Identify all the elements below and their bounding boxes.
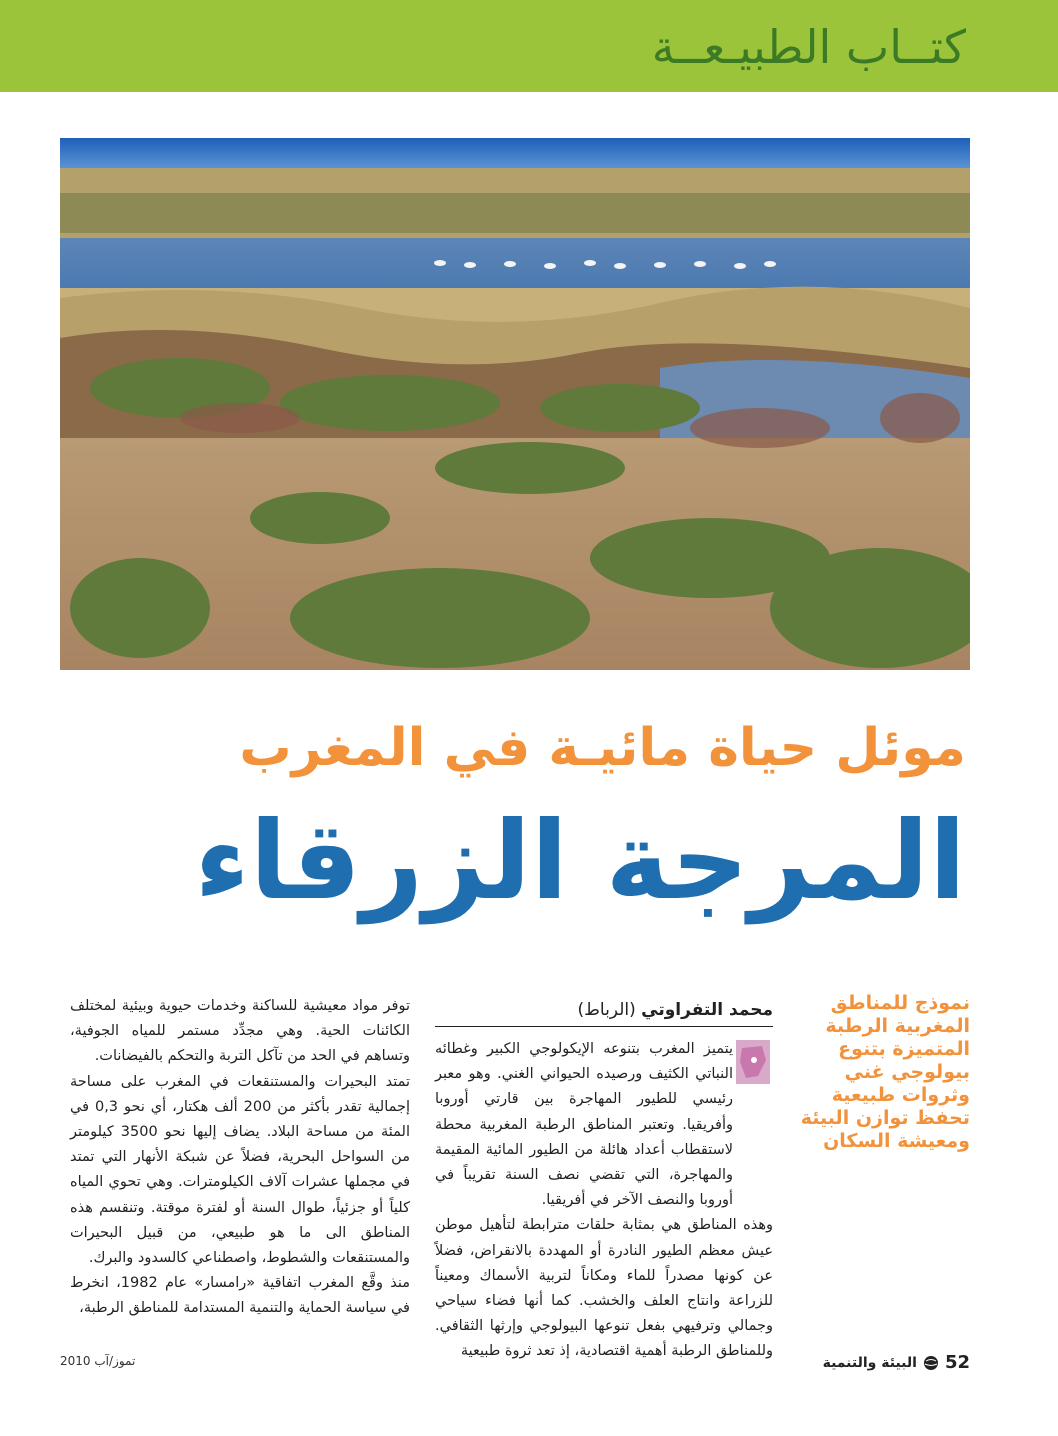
issue-date: تموز/آب 2010	[60, 1354, 136, 1368]
wetland-photo	[60, 138, 970, 670]
article-paragraph: توفر مواد معيشية للساكنة وخدمات حيوية وبيئية لمختلف الكائنات الحية. وهي مجدِّد مستمر للمياه الجوفية، وتساهم في الحد من تآكل التربة والتحكم بالفيضانات.	[70, 998, 410, 1065]
article-subtitle: موئل حياة مائيـة في المغرب	[239, 718, 966, 778]
author-location: (الرباط)	[577, 1000, 636, 1020]
section-title: كتــاب الطبيـعــة	[651, 20, 966, 74]
section-header-bar	[0, 0, 1058, 92]
article-column-right	[435, 1037, 773, 1365]
article-paragraph: وهذه المناطق هي بمثابة حلقات مترابطة لتأهيل موطن عيش معظم الطيور النادرة أو المهددة بالانقراض، فضلاً عن كونها مصدراً للماء ومكاناً لتربية الأسماك ومعيناً للزراعة وانتاج العلف والخشب. كما أنها فضاء سياحي وجمالي وترفيهي بفعل تنوعها البيولوجي وإرثها الثقافي. وللمناطق الرطبة أهمية اقتصادية، إذ تعد ثروة طبيعية	[435, 1217, 773, 1360]
article-paragraph: يتميز المغرب بتنوعه الإيكولوجي الكبير وغطائه النباتي الكثيف ورصيده الحيواني الغني. وهو معبر رئيسي للطيور المهاجرة بين قارتي أوروبا وأفريقيا. وتعتبر المناطق الرطبة المغربية محطة لاستقطاب أعداد هائلة من الطيور المائية المقيمة والمهاجرة، التي تقضي نصف السنة تقريباً في أوروبا والنصف الآخر في أفريقيا.	[435, 1041, 733, 1209]
page-number: 52	[944, 1352, 970, 1373]
wetland-photo-illustration	[60, 138, 970, 670]
intro-line: المتميزة بتنوع	[838, 1038, 970, 1060]
article-intro	[790, 992, 970, 1153]
globe-icon	[923, 1355, 939, 1371]
intro-line: تحفظ توازن البيئة	[800, 1107, 970, 1129]
intro-line: المغربية الرطبة	[825, 1015, 970, 1037]
article-paragraph: منذ وقَّع المغرب اتفاقية «رامسار» عام 1982، انخرط في سياسة الحماية والتنمية المستدامة للمناطق الرطبة،	[70, 1275, 410, 1317]
article-title: المرجة الزرقاء	[194, 799, 966, 924]
intro-line: بيولوجي غني	[844, 1061, 970, 1083]
magazine-name: البيئة والتنمية	[822, 1354, 917, 1371]
article-paragraph: تمتد البحيرات والمستنقعات في المغرب على مساحة إجمالية تقدر بأكثر من 200 ألف هكتار، أي نحو 0,3 في المئة من مساحة البلاد. يضاف إليها نحو 3500 كيلومتر من السواحل البحرية، فضلاً عن شبكة الأنهار التي تمتد في مجملها عشرات آلاف الكيلومترات. وهي تحوي المياه كلياً أو جزئياً، طوال السنة أو لفترة موقتة. وتنقسم هذه المناطق الى ما هو طبيعي، من قبيل البحيرات والمستنقعات والشطوط، واصطناعي كالسدود والبرك.	[70, 1073, 410, 1267]
author-name: محمد التفراوتي	[641, 1000, 773, 1020]
intro-line: نموذج للمناطق	[830, 992, 970, 1014]
byline	[435, 1000, 773, 1027]
article-column-left	[70, 994, 410, 1322]
intro-line: ومعيشة السكان	[823, 1130, 970, 1152]
intro-line: وثروات طبيعية	[831, 1084, 970, 1106]
footer-page-info	[823, 1352, 970, 1373]
